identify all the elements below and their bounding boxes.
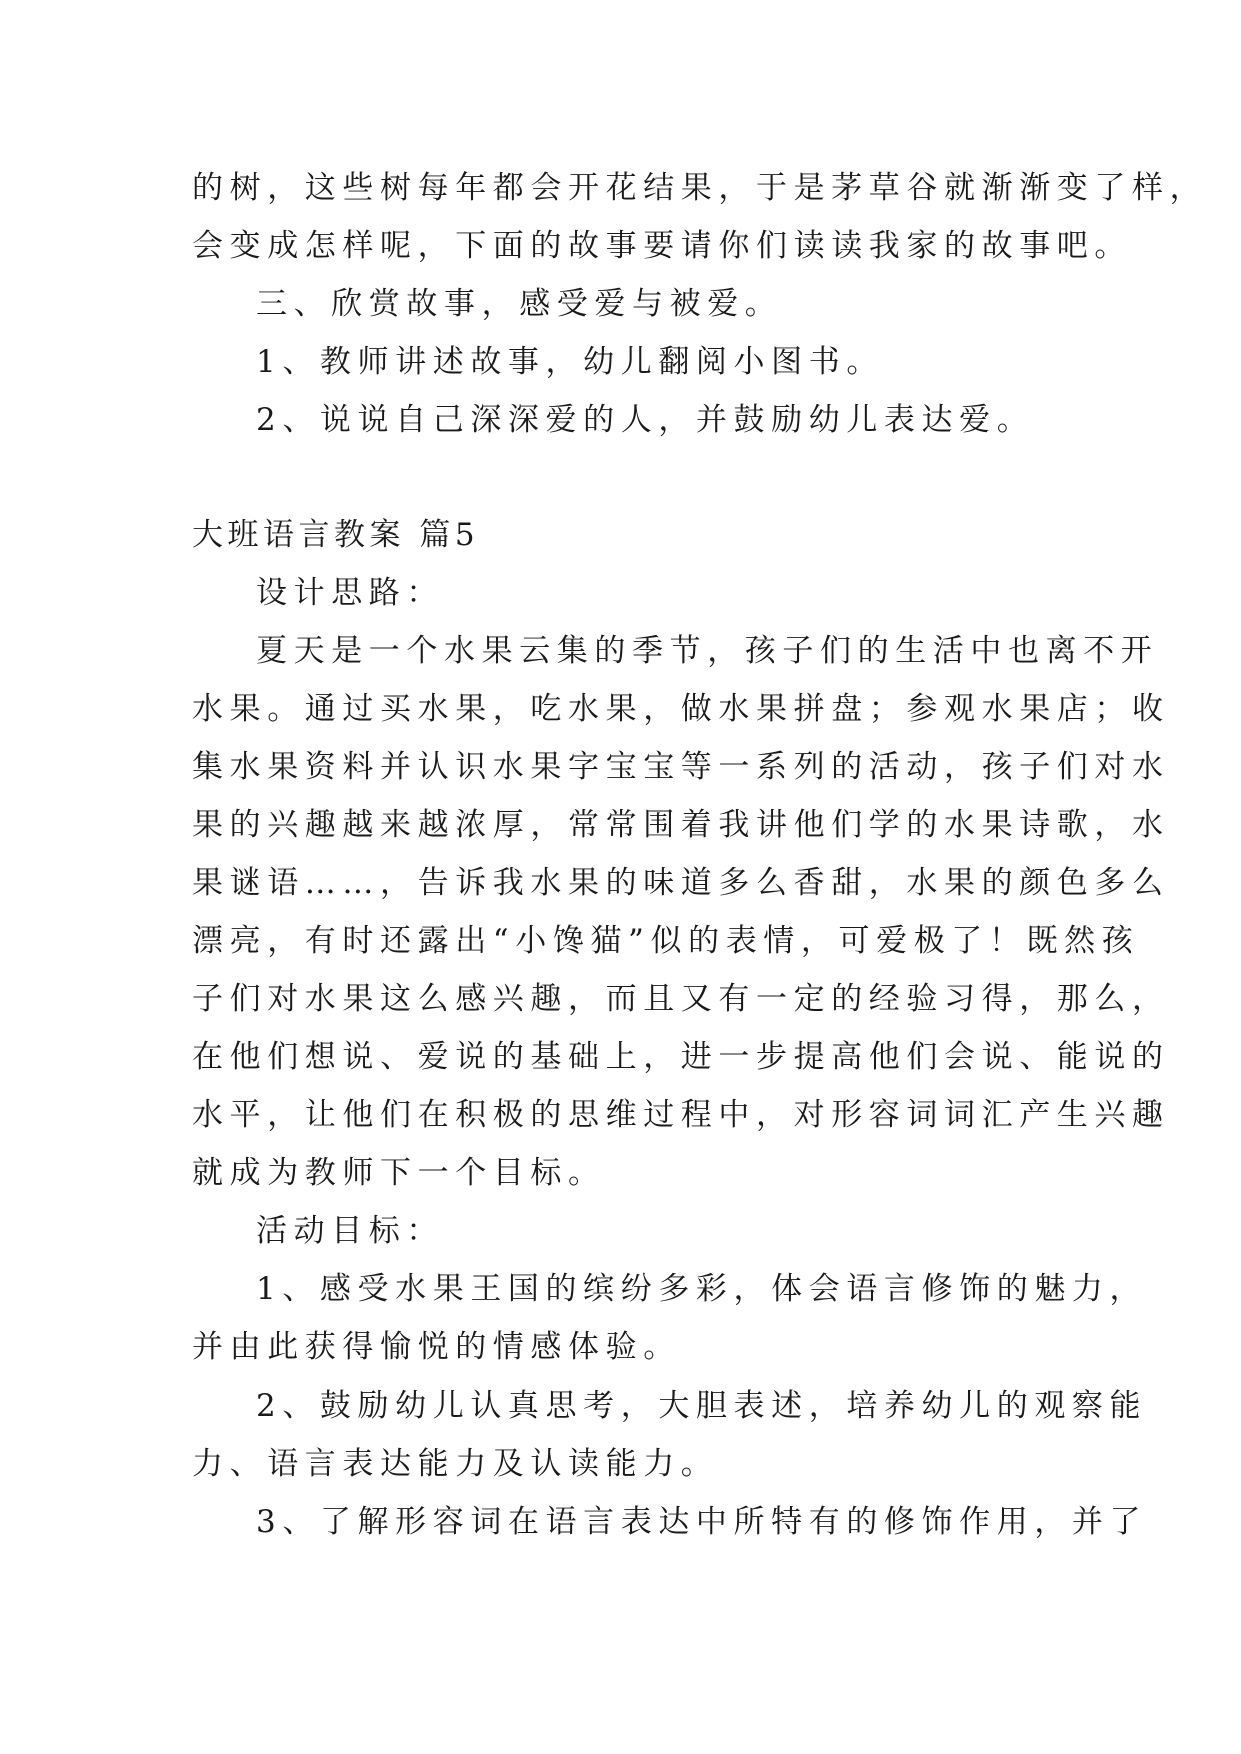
paragraph-line: 子们对水果这么感兴趣，而且又有一定的经验习得，那么， xyxy=(192,981,1170,1017)
paragraph-line: 漂亮，有时还露出“小馋猫”似的表情，可爱极了！既然孩 xyxy=(192,923,1140,959)
list-item: 3、了解形容词在语言表达中所特有的修饰作用，并了 xyxy=(256,1504,1148,1540)
paragraph-line: 力、语言表达能力及认读能力。 xyxy=(192,1446,719,1482)
paragraph-line: 水平，让他们在积极的思维过程中，对形容词词汇产生兴趣 xyxy=(192,1097,1170,1133)
section-heading: 三、欣赏故事，感受爱与被爱。 xyxy=(256,286,783,322)
paragraph-line: 会变成怎样呢，下面的故事要请你们读读我家的故事吧。 xyxy=(192,228,1132,264)
subheading-goals: 活动目标： xyxy=(256,1213,444,1249)
subheading-design: 设计思路： xyxy=(256,575,444,611)
list-item: 2、鼓励幼儿认真思考，大胆表述，培养幼儿的观察能 xyxy=(256,1388,1148,1424)
paragraph-line: 在他们想说、爱说的基础上，进一步提高他们会说、能说的 xyxy=(192,1039,1170,1075)
paragraph-line: 果的兴趣越来越浓厚，常常围着我讲他们学的水果诗歌，水 xyxy=(192,807,1170,843)
paragraph-line: 就成为教师下一个目标。 xyxy=(192,1155,606,1191)
list-item: 2、说说自己深深爱的人，并鼓励幼儿表达爱。 xyxy=(256,402,1035,438)
article-title: 大班语言教案 篇5 xyxy=(192,517,480,553)
list-item: 1、教师讲述故事，幼儿翻阅小图书。 xyxy=(256,344,884,380)
paragraph-line: 的树，这些树每年都会开花结果，于是茅草谷就渐渐变了样， xyxy=(192,170,1208,206)
paragraph-line: 并由此获得愉悦的情感体验。 xyxy=(192,1329,681,1365)
list-item: 1、感受水果王国的缤纷多彩，体会语言修饰的魅力， xyxy=(256,1271,1148,1307)
paragraph-line: 集水果资料并认识水果字宝宝等一系列的活动，孩子们对水 xyxy=(192,749,1170,785)
paragraph-line: 水果。通过买水果，吃水果，做水果拼盘；参观水果店；收 xyxy=(192,691,1170,727)
paragraph-line: 夏天是一个水果云集的季节，孩子们的生活中也离不开 xyxy=(256,633,1159,669)
paragraph-line: 果谜语……，告诉我水果的味道多么香甜，水果的颜色多么 xyxy=(192,865,1170,901)
